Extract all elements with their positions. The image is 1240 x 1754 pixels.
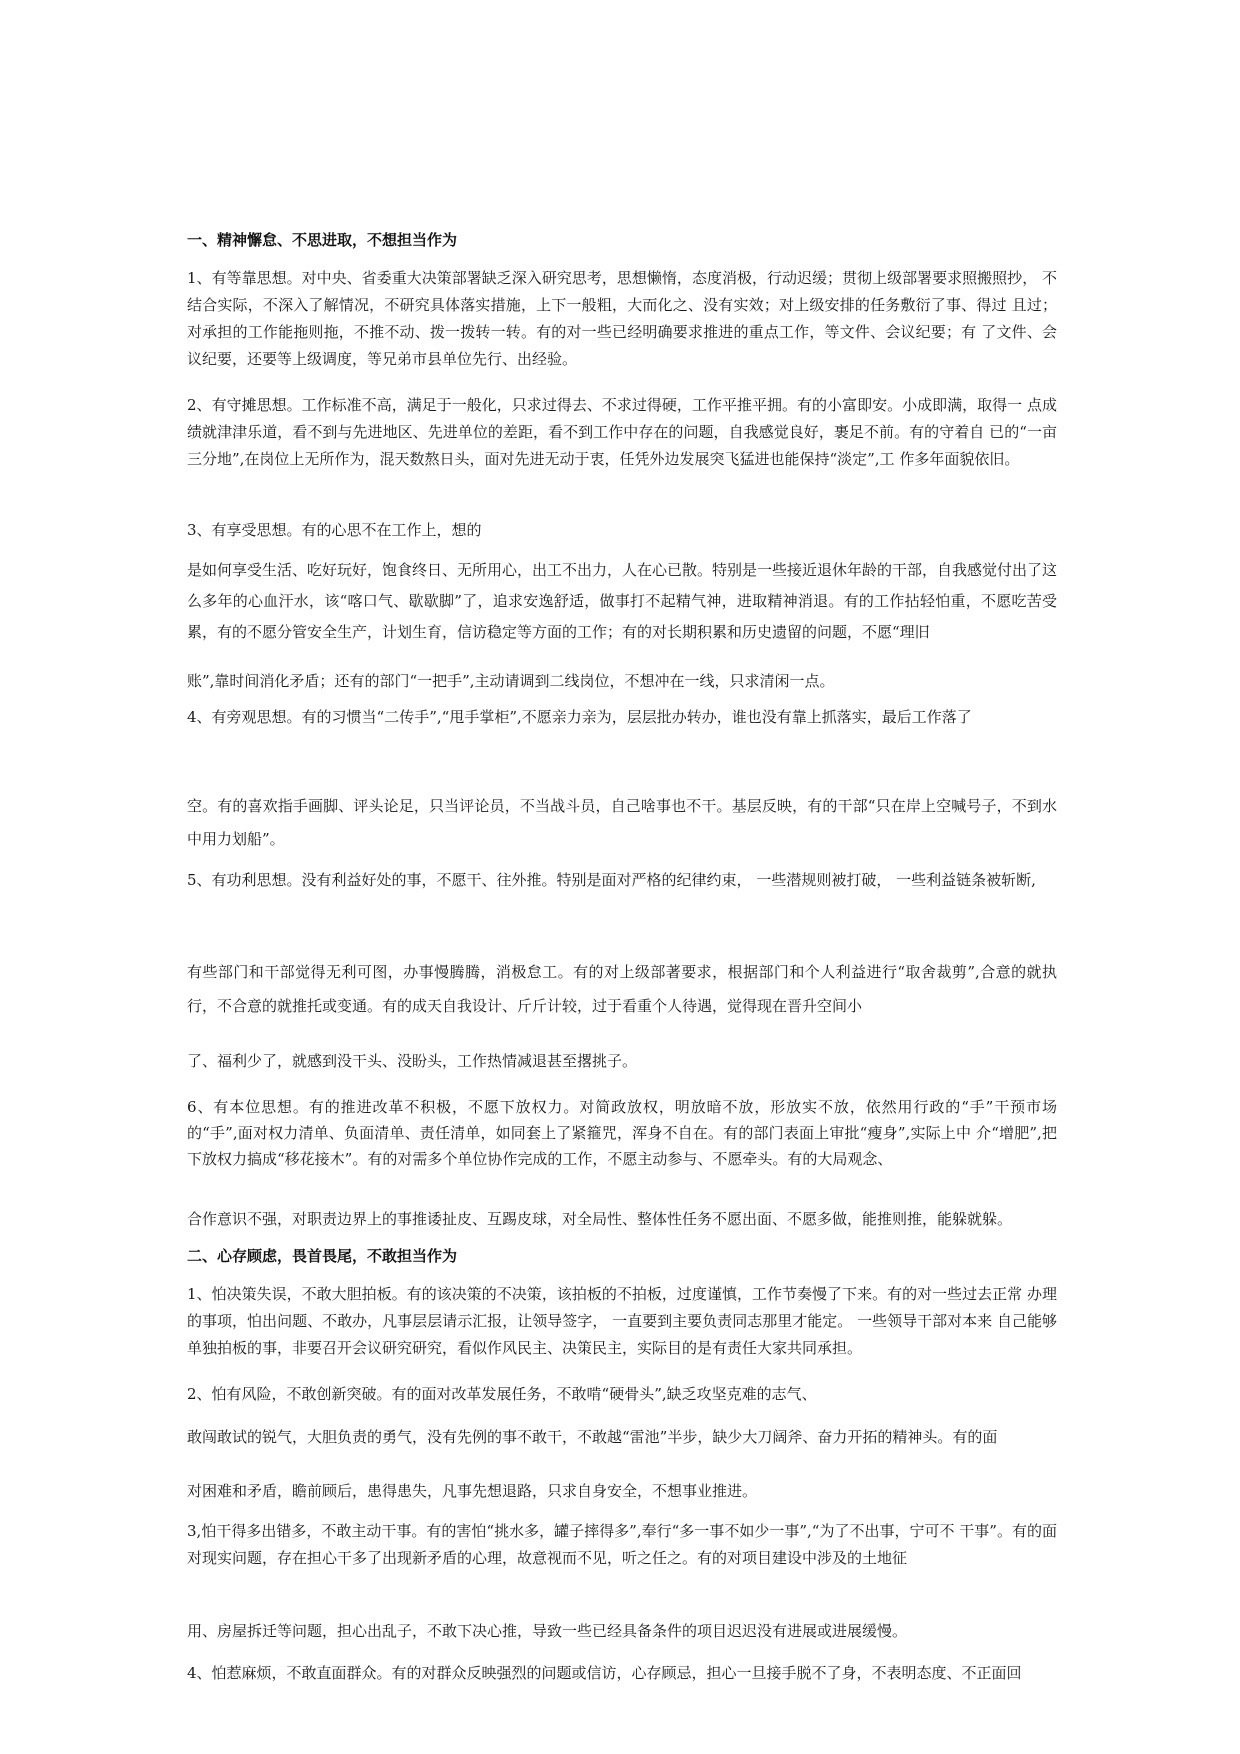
s2-paragraph-1: 1、怕决策失误，不敢大胆拍板。有的该决策的不决策，该拍板的不拍板，过度谨慎，工作节奏慢了下来。有的对一些过去正常 办理的事项，怕出问题、不敢办，凡事层层请示汇报，让领导签字， 一直要到主要负责同志那里才能定。 一些领导干部对本来 自己能够单独拍板的事，非要召开会议研究研究，看似作风民主、决策民主，实际目的是有责任大家共同承担。 (187, 1285, 1057, 1357)
s2-paragraph-3: 敢闯敢试的锐气，大胆负责的勇气，没有先例的事不敢干，不敢越“雷池”半步，缺少大刀阔斧、奋力开拓的精神头。有的面 (187, 1428, 998, 1446)
s1-paragraph-1: 1、有等靠思想。对中央、省委重大决策部署缺乏深入研究思考，思想懒惰，态度消极，行动迟缓；贯彻上级部署要求照搬照抄， 不结合实际，不深入了解情况，不研究具体落实措施，上下一般粗，大而化之、没有实效；对上级安排的任务敷衍了事、得过 且过；对承担的工作能拖则拖，不推不动、拨一拨转一转。有的对一些已经明确要求推进的重点工作，等文件、会议纪要；有 了文件、会议纪要，还要等上级调度，等兄弟市县单位先行、出经验。 (187, 269, 1057, 368)
s2-paragraph-7: 4、怕惹麻烦，不敢直面群众。有的对群众反映强烈的问题或信访，心存顾忌，担心一旦接手脱不了身，不表明态度、不正面回 (187, 1664, 1022, 1682)
s1-paragraph-12: 合作意识不强，对职责边界上的事推诿扯皮、互踢皮球，对全局性、整体性任务不愿出面、不愿多做，能推则推，能躲就躲。 (187, 1210, 1013, 1228)
s1-paragraph-6: 4、有旁观思想。有的习惯当“二传手”,“甩手掌柜”,不愿亲力亲为，层层批办转办，谁也没有靠上抓落实，最后工作落了 (187, 708, 972, 726)
s1-paragraph-4: 是如何享受生活、吃好玩好，饱食终日、无所用心，出工不出力，人在心已散。特别是一些接近退休年龄的干部，自我感觉付出了这么多年的心血汗水，该“喀口气、歇歇脚”了，追求安逸舒适，做事打不起精气神，进取精神消退。有的工作拈轻怕重，不愿吃苦受累，有的不愿分管安全生产，计划生育，信访稳定等方面的工作；有的对长期积累和历史遗留的问题，不愿“理旧 (187, 561, 1058, 641)
s1-paragraph-9: 有些部门和干部觉得无利可图，办事慢腾腾，消极怠工。有的对上级部著要求，根据部门和个人利益进行“取舍裁剪”,合意的就执行，不合意的就推托或变通。有的成天自我设计、斤斤计较，过于看重个人待遇，觉得现在晋升空间小 (187, 963, 1057, 1015)
s2-paragraph-2: 2、怕有风险，不敢创新突破。有的面对改革发展任务，不敢啃“硬骨头”,缺乏攻坚克难的志气、 (187, 1385, 817, 1403)
s2-paragraph-6: 用、房屋拆迁等问题，担心出乱子，不敢下决心推，导致一些已经具备条件的项目迟迟没有进展或进展缓慢。 (187, 1622, 908, 1640)
s1-paragraph-11: 6、有本位思想。有的推进改革不积极，不愿下放权力。对简政放权，明放暗不放，形放实不放，依然用行政的“手”干预市场 的“手”,面对权力清单、负面清单、责任清单，如同套上了紧箍咒，浑身不自在。有的部门表面上审批“瘦身”,实际上中 介“增肥”,把下放权力搞成“移花接木”。有的对需多个单位协作完成的工作，不愿主动参与、不愿牵头。有的大局观念、 (187, 1098, 1057, 1168)
section-2-heading: 二、心存顾虑，畏首畏尾，不敢担当作为 (187, 1247, 458, 1265)
section-1-heading: 一、精神懈怠、不思进取，不想担当作为 (187, 231, 458, 249)
s2-paragraph-4: 对困难和矛盾，瞻前顾后，患得患失，凡事先想退路，只求自身安全，不想事业推进。 (187, 1482, 758, 1500)
s1-paragraph-10: 了、福利少了，就感到没干头、没盼头，工作热情减退甚至撂挑子。 (187, 1052, 638, 1070)
s1-paragraph-8: 5、有功利思想。没有利益好处的事，不愿干、往外推。特别是面对严格的纪律约束， 一些潜规则被打破， 一些利益链条被斩断, (187, 871, 1036, 889)
s1-paragraph-5: 账”,靠时间消化矛盾；还有的部门“一把手”,主动请调到二线岗位，不想冲在一线，只求清闲一点。 (187, 672, 835, 690)
s1-paragraph-3: 3、有享受思想。有的心思不在工作上，想的 (187, 521, 482, 539)
s1-paragraph-7: 空。有的喜欢指手画脚、评头论足，只当评论员，不当战斗员，自己啥事也不干。基层反映，有的干部“只在岸上空喊号子，不到水中用力划船”。 (187, 797, 1057, 848)
s1-paragraph-2: 2、有守摊思想。工作标准不高，满足于一般化，只求过得去、不求过得硬，工作平推平拥。有的小富即安。小成即满，取得一 点成绩就津津乐道，看不到与先进地区、先进单位的差距，看不到工作中存在的问题，自我感觉良好，裹足不前。有的守着自 已的“一亩三分地”,在岗位上无所作为，混天数熬日头，面对先进无动于衷，任凭外边发展突飞猛进也能保持“淡定”,工 作多年面貌依旧。 (187, 396, 1057, 468)
s2-paragraph-5: 3,怕干得多出错多，不敢主动干事。有的害怕“挑水多，罐子摔得多”,奉行“多一事不如少一事”,“为了不出事，宁可不 干事”。有的面对现实问题，存在担心干多了出现新矛盾的心理，故意视而不见，听之任之。有的对项目建设中涉及的土地征 (187, 1522, 1057, 1567)
